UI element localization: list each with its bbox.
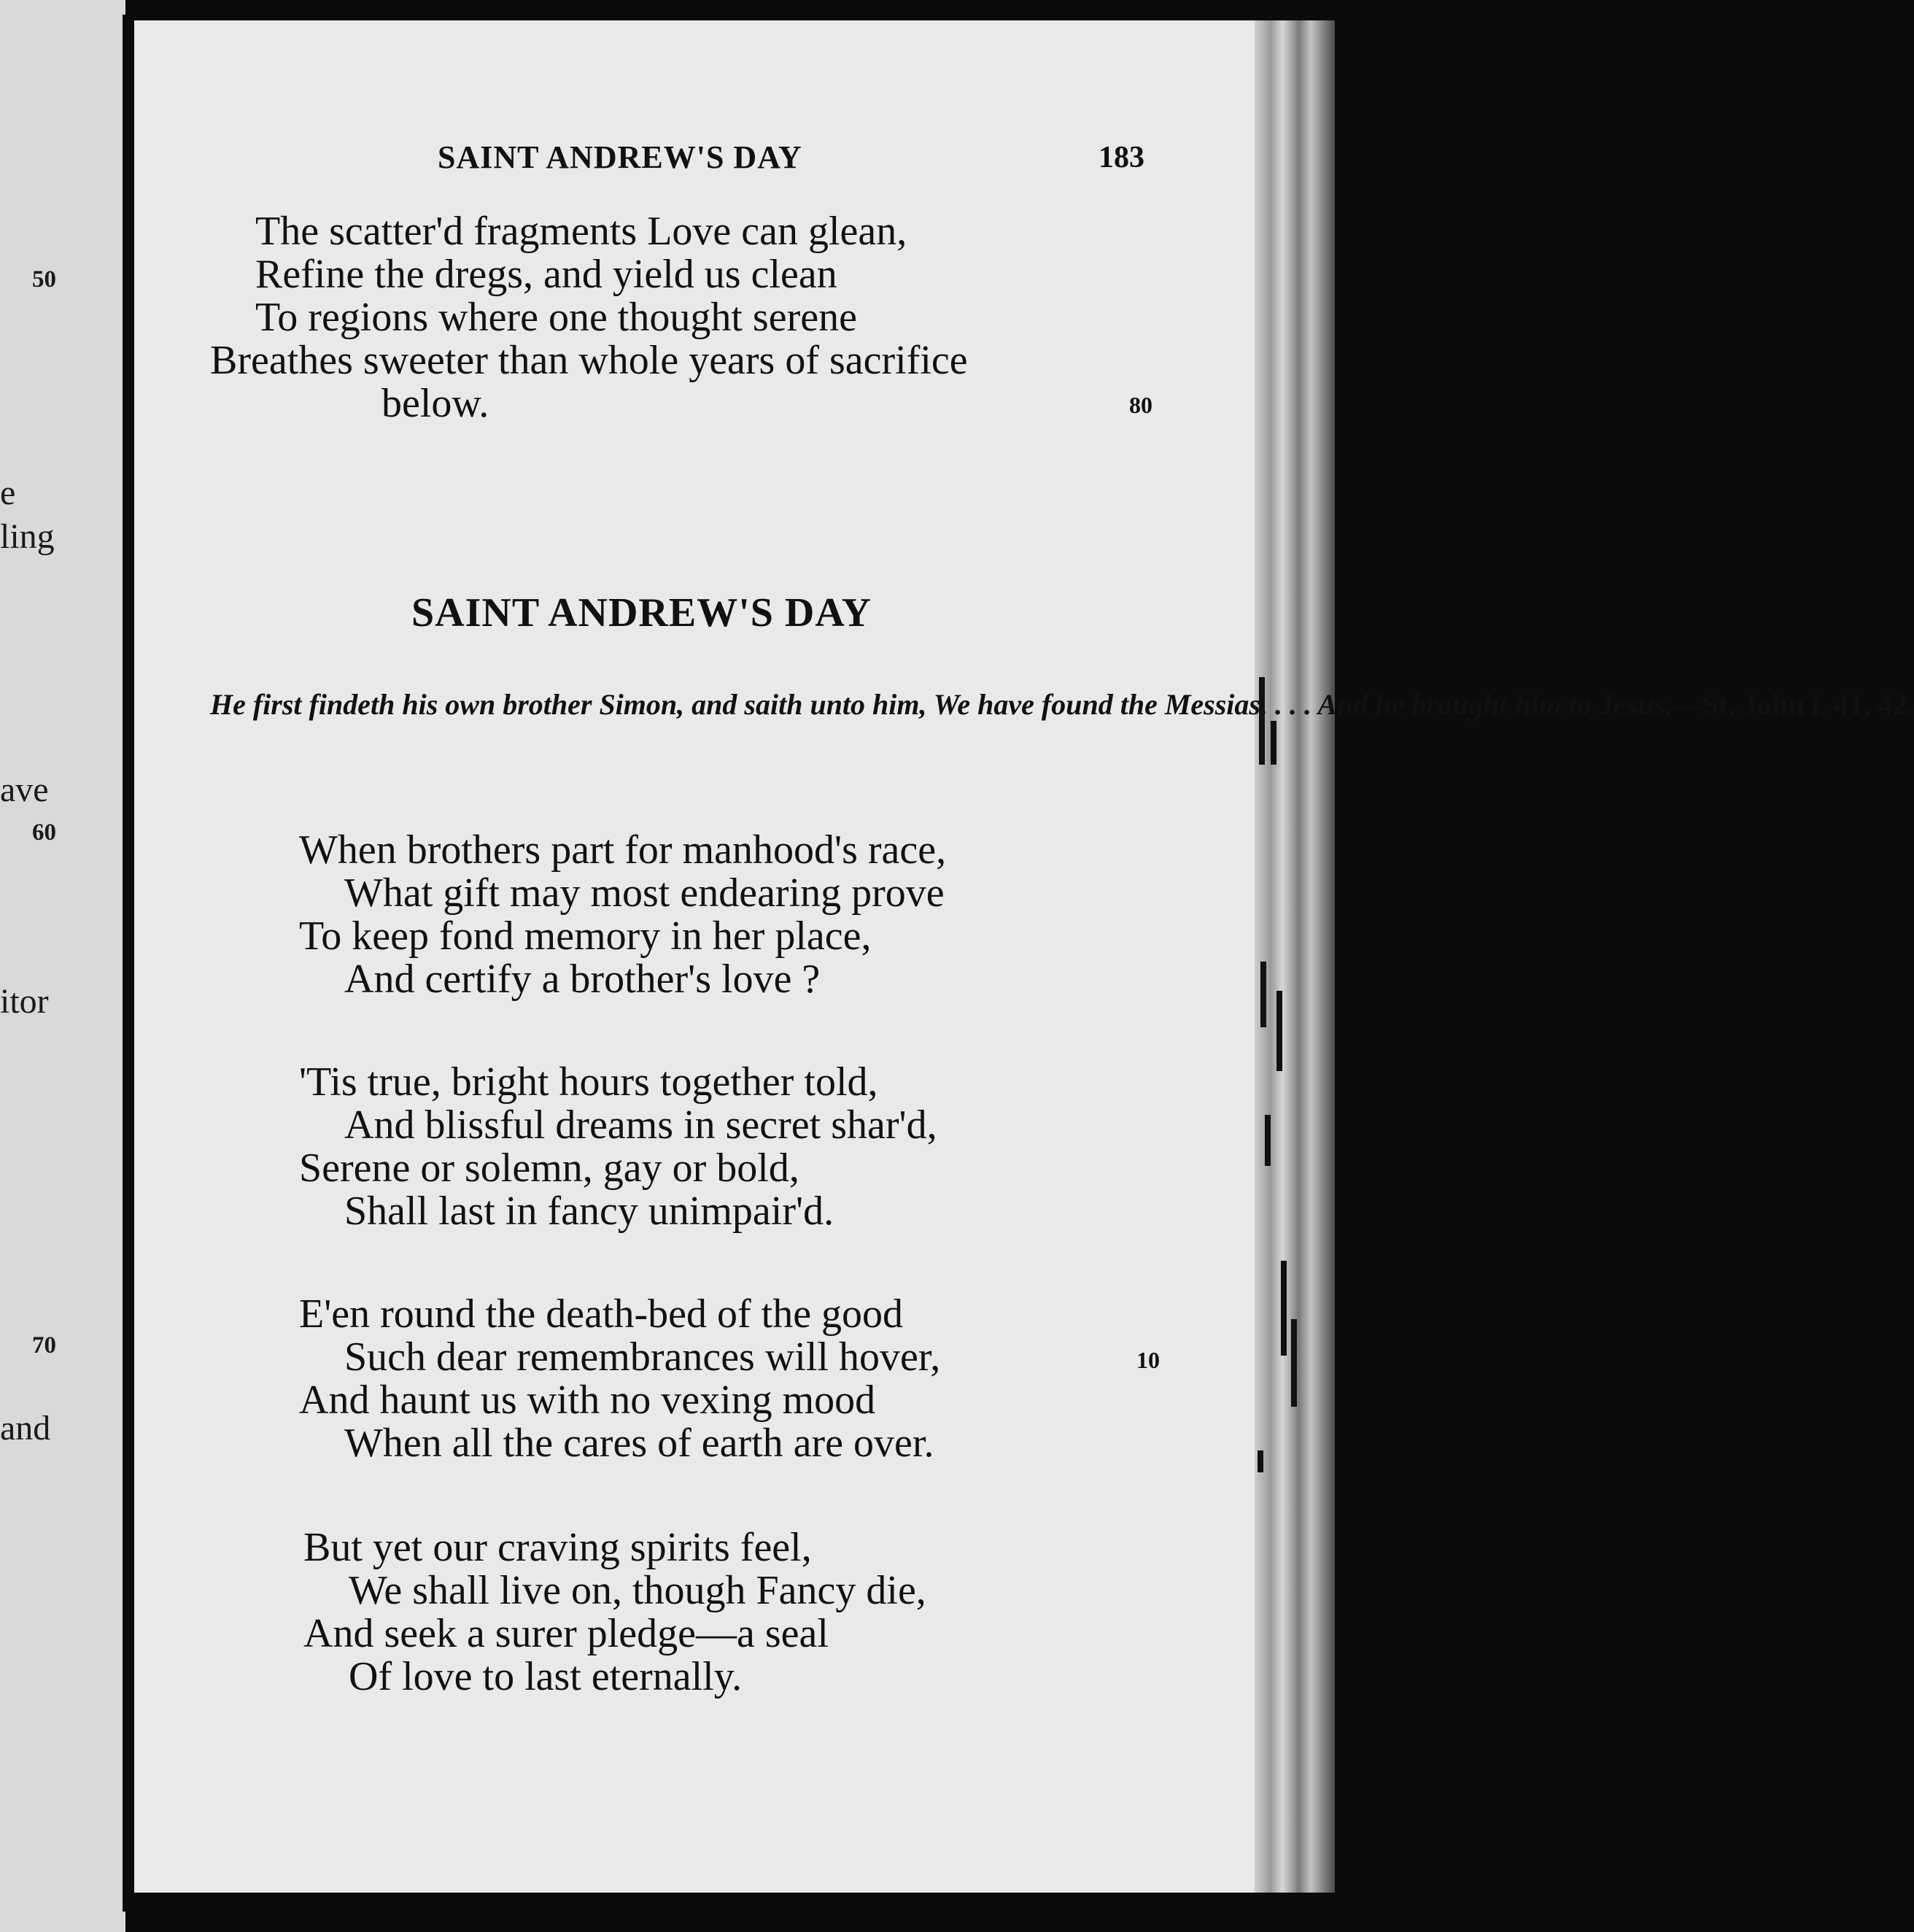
facing-line-number: 60 <box>32 819 56 846</box>
verse-line: When brothers part for manhood's race, <box>299 827 947 873</box>
continued-verse <box>210 210 968 425</box>
facing-text-fragment: and <box>0 1409 51 1448</box>
stanza <box>303 1526 926 1699</box>
epigraph-citation: —St. John i. 41, 42. <box>1673 688 1914 721</box>
facing-line-number: 70 <box>32 1332 56 1359</box>
verse-line: Refine the dregs, and yield us clean <box>255 252 837 297</box>
poem-title: SAINT ANDREW'S DAY <box>411 590 872 635</box>
facing-text-fragment: ling <box>0 517 55 556</box>
book-gutter <box>123 15 134 1912</box>
verse-line: Such dear remembrances will hover, <box>344 1334 941 1380</box>
verse-line: And seek a surer pledge—a seal <box>303 1611 829 1656</box>
stanza <box>299 1293 940 1465</box>
verse-line: 'Tis true, bright hours together told, <box>299 1059 878 1105</box>
verse-line: The scatter'd fragments Love can glean, <box>255 209 907 254</box>
facing-page-edge <box>0 0 125 1932</box>
facing-text-fragment: itor <box>0 982 49 1021</box>
page-edges <box>1255 20 1335 1893</box>
verse-line: below. <box>381 381 489 426</box>
line-number: 10 <box>1136 1347 1160 1373</box>
verse-line: When all the cares of earth are over. <box>344 1421 934 1466</box>
verse-line: And blissful dreams in secret shar'd, <box>344 1102 937 1148</box>
verse-line: And certify a brother's love ? <box>344 957 821 1002</box>
running-head: SAINT ANDREW'S DAY <box>438 139 802 175</box>
facing-text-fragment: ave <box>0 770 49 809</box>
facing-text-fragment: e <box>0 474 16 512</box>
verse-line: To keep fond memory in her place, <box>299 913 872 959</box>
verse-line: Of love to last eternally. <box>349 1654 743 1699</box>
verse-line: E'en round the death-bed of the good <box>299 1291 904 1337</box>
verse-line: And haunt us with no vexing mood <box>299 1377 876 1423</box>
stanza <box>299 829 946 1001</box>
line-number: 80 <box>1129 392 1152 418</box>
verse-line: To regions where one thought serene <box>255 295 857 340</box>
verse-line: What gift may most endearing prove <box>344 870 945 916</box>
stanza <box>299 1061 937 1233</box>
epigraph <box>210 688 1914 721</box>
verse-line: Breathes sweeter than whole years of sacrifice <box>210 338 968 383</box>
epigraph-text: He first findeth his own brother Simon, and saith unto him, We have found the Messias. . . . And he brought him to Jesus. <box>210 688 1673 721</box>
verse-line: Serene or solemn, gay or bold, <box>299 1145 799 1191</box>
verse-line: Shall last in fancy unimpair'd. <box>344 1189 834 1234</box>
facing-line-number: 50 <box>32 266 56 293</box>
verse-line: But yet our craving spirits feel, <box>303 1525 812 1570</box>
page-number: 183 <box>1099 141 1144 174</box>
verse-line: We shall live on, though Fancy die, <box>349 1568 926 1613</box>
